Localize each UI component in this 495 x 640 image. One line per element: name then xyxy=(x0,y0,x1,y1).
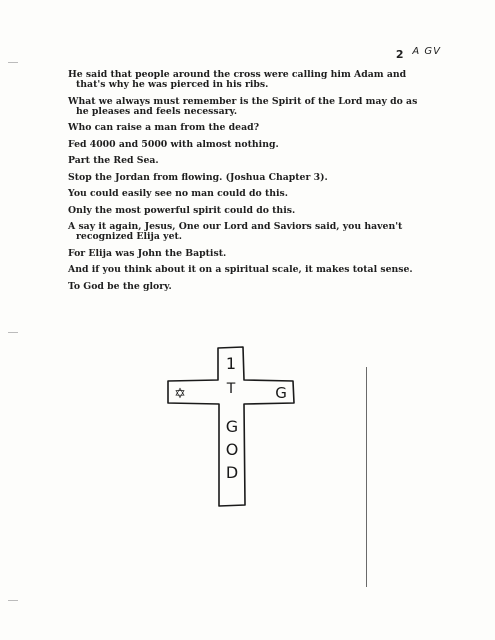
margin-tick xyxy=(8,332,18,333)
paragraph: And if you think about it on a spiritual scale, it makes total sense. xyxy=(68,264,413,275)
cross-letter-d: D xyxy=(225,463,239,482)
paragraph: Part the Red Sea. xyxy=(68,155,159,166)
page-number: 2 xyxy=(395,48,405,61)
paragraph: What we always must remember is the Spirit of the Lord may do as he pleases and feels necessary. xyxy=(68,95,418,117)
paragraph: Stop the Jordan from flowing. (Joshua Chapter 3). xyxy=(68,171,328,183)
cross-letter-o: O xyxy=(225,440,239,459)
star-of-david-icon: ✡ xyxy=(174,386,186,402)
paragraph: You could easily see no man could do this. xyxy=(68,188,289,199)
cross-drawing xyxy=(150,342,310,512)
paragraph: Fed 4000 and 5000 with almost nothing. xyxy=(68,138,279,150)
paragraph: He said that people around the cross were calling him Adam and that's why he was pierced in his ribs. xyxy=(68,69,407,90)
page-number-annotation xyxy=(396,48,441,61)
cross-number: 1 xyxy=(225,354,237,373)
paragraph: Only the most powerful spirit could do this. xyxy=(68,204,296,216)
paragraph: A say it again, Jesus, One our Lord and Saviors said, you haven't recognized Elija yet. xyxy=(68,221,403,242)
paragraph: Who can raise a man from the dead? xyxy=(68,122,260,133)
cross-t-symbol: T xyxy=(226,381,236,397)
body-text xyxy=(68,70,428,298)
margin-line xyxy=(366,367,367,587)
cross-letter-g: G xyxy=(225,417,239,436)
margin-tick xyxy=(8,600,18,601)
cross-g-symbol: G xyxy=(275,384,287,402)
margin-tick xyxy=(8,62,18,63)
paragraph: To God be the glory. xyxy=(68,280,172,292)
handwritten-initials: A GV xyxy=(412,46,441,57)
paragraph: For Elija was John the Baptist. xyxy=(68,247,227,259)
